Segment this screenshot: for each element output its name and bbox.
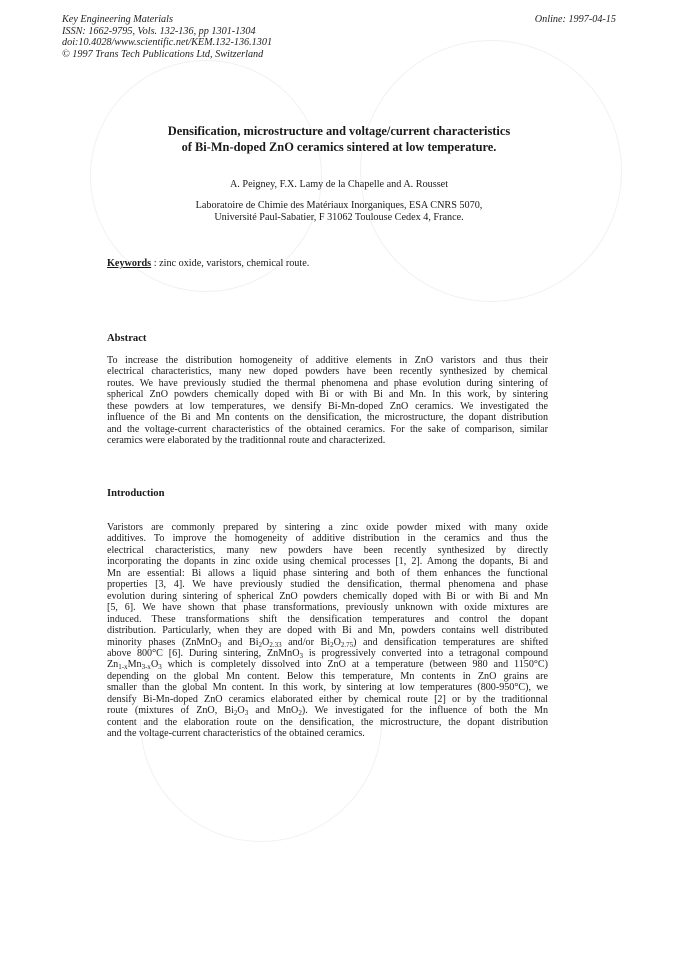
abstract-line: influence of the Bi and Mn contents on the densification, the microstructure, the dopant distribution	[107, 412, 548, 424]
paper-title	[0, 123, 678, 155]
abstract-heading: Abstract	[107, 333, 147, 344]
abstract-line: ceramics were elaborated by the traditionnal route and characterized.	[107, 435, 386, 447]
journal-issn: ISSN: 1662-9795, Vols. 132-136, pp 1301-1304	[62, 25, 256, 37]
introduction-line: depending on the global Mn content. Below this temperature, Mn contents in ZnO grains are	[107, 670, 548, 682]
introduction-line: electrical characteristics, many new powders have been recently synthesized by directly	[107, 544, 548, 556]
keywords-label: Keywords	[107, 258, 152, 269]
introduction-line: route (mixtures of ZnO, $Bi_2O_3$ and MnO$_2$). We investigated for the influence of both the Mn	[107, 705, 548, 718]
introduction-body	[107, 522, 548, 740]
introduction-line: content and the elaboration route on the densification, the microstructure, the dopant distribution	[107, 716, 548, 728]
affiliation-line: Université Paul-Sabatier, F 31062 Toulouse Cedex 4, France.	[214, 212, 464, 224]
abstract-line: and the voltage-current characteristics of the obtained ceramics. For the sake of comparison, similar	[107, 423, 548, 435]
authors: A. Peigney, F.X. Lamy de la Chapelle and A. Rousset	[229, 179, 449, 190]
introduction-line: evolution during sintering of spherical ZnO powders chemically doped with Bi or with Bi and Mn	[107, 590, 548, 602]
abstract-line: To increase the distribution homogeneity of additive elements in ZnO varistors and thus their	[107, 355, 548, 366]
keywords-text: zinc oxide, varistors, chemical route.	[159, 258, 310, 269]
paper-title-line: of Bi-Mn-doped ZnO ceramics sintered at low temperature.	[181, 140, 497, 154]
introduction-line: [5, 6]. We have shown that phase transformations, previously unknown with oxide mixtures are	[107, 602, 548, 614]
introduction-line: $Zn_{1-x}Mn_{3-x}O_3$ which is completely dissolved into ZnO at a temperature (between 980 and 1150°C)	[107, 659, 548, 672]
journal-doi: doi:10.4028/www.scientific.net/KEM.132-136.1301	[62, 37, 273, 49]
introduction-line: additives. To improve the homogeneity of additive distribution in the ceramics and thus the	[107, 533, 548, 545]
introduction-line: smaller than the global Mn content. In this work, by sintering at low temperatures (800-950°C), we	[107, 682, 548, 694]
background-watermark-arc	[360, 40, 622, 302]
introduction-line: incorporating the dopants in zinc oxide using chemical processes [1, 2]. Among the dopants, Bi and	[107, 556, 548, 568]
affiliation	[0, 200, 678, 225]
keywords-separator: :	[151, 258, 160, 269]
introduction-line: minority phases (ZnMnO$_3$ and $Bi_2O_{2.33}$ and/or $Bi_2O_{2.75}$) and densification temperatures are shifted	[107, 636, 549, 649]
journal-header	[62, 14, 272, 60]
journal-copyright: © 1997 Trans Tech Publications Ltd, Switzerland	[62, 48, 264, 60]
abstract-line: these powders at low temperatures, we densify Bi-Mn-doped ZnO ceramics. We investigated the	[107, 400, 548, 412]
affiliation-line: Laboratoire de Chimie des Matériaux Inorganiques, ESA CNRS 5070,	[195, 200, 483, 211]
introduction-heading: Introduction	[107, 488, 165, 499]
paper-title-line: Densification, microstructure and voltage/current characteristics	[167, 124, 511, 138]
journal-name: Key Engineering Materials	[62, 14, 173, 25]
abstract-line: spherical ZnO powders chemically doped with Bi or with Bi and Mn. In this work, by sintering	[107, 389, 548, 401]
introduction-line: densify Bi-Mn-doped ZnO ceramics elaborated either by chemical route [2] or by the traditionnal	[107, 693, 548, 705]
introduction-line: properties [3, 4]. We have previously studied the densification, thermal phenomena and phase	[107, 579, 548, 591]
introduction-line: and the voltage-current characteristics of the obtained ceramics.	[107, 728, 365, 740]
introduction-line: above 800°C [6]. During sintering, ZnMnO$_3$ is progressively converted into a tetragonal compound	[107, 647, 548, 660]
introduction-line: Varistors are commonly prepared by sintering a zinc oxide powder mixed with many oxide	[107, 522, 548, 533]
introduction-line: distribution. Particularly, when they are doped with Bi and Mn, powders contains well distributed	[107, 625, 548, 637]
abstract-line: electrical characteristics, many new doped powders have been recently synthesized by chemical	[107, 366, 548, 378]
introduction-line: Mn are essential: Bi allows a liquid phase sintering and both of them enhances the functional	[107, 567, 548, 579]
keywords	[107, 258, 309, 269]
abstract-body	[107, 355, 548, 447]
introduction-line: induced. These transformations shift the densification temperatures and control the dopant	[107, 613, 548, 625]
abstract-line: routes. We have previously studied the thermal phenomena and phase evolution during sintering of	[107, 377, 548, 389]
online-date: Online: 1997-04-15	[534, 14, 616, 25]
